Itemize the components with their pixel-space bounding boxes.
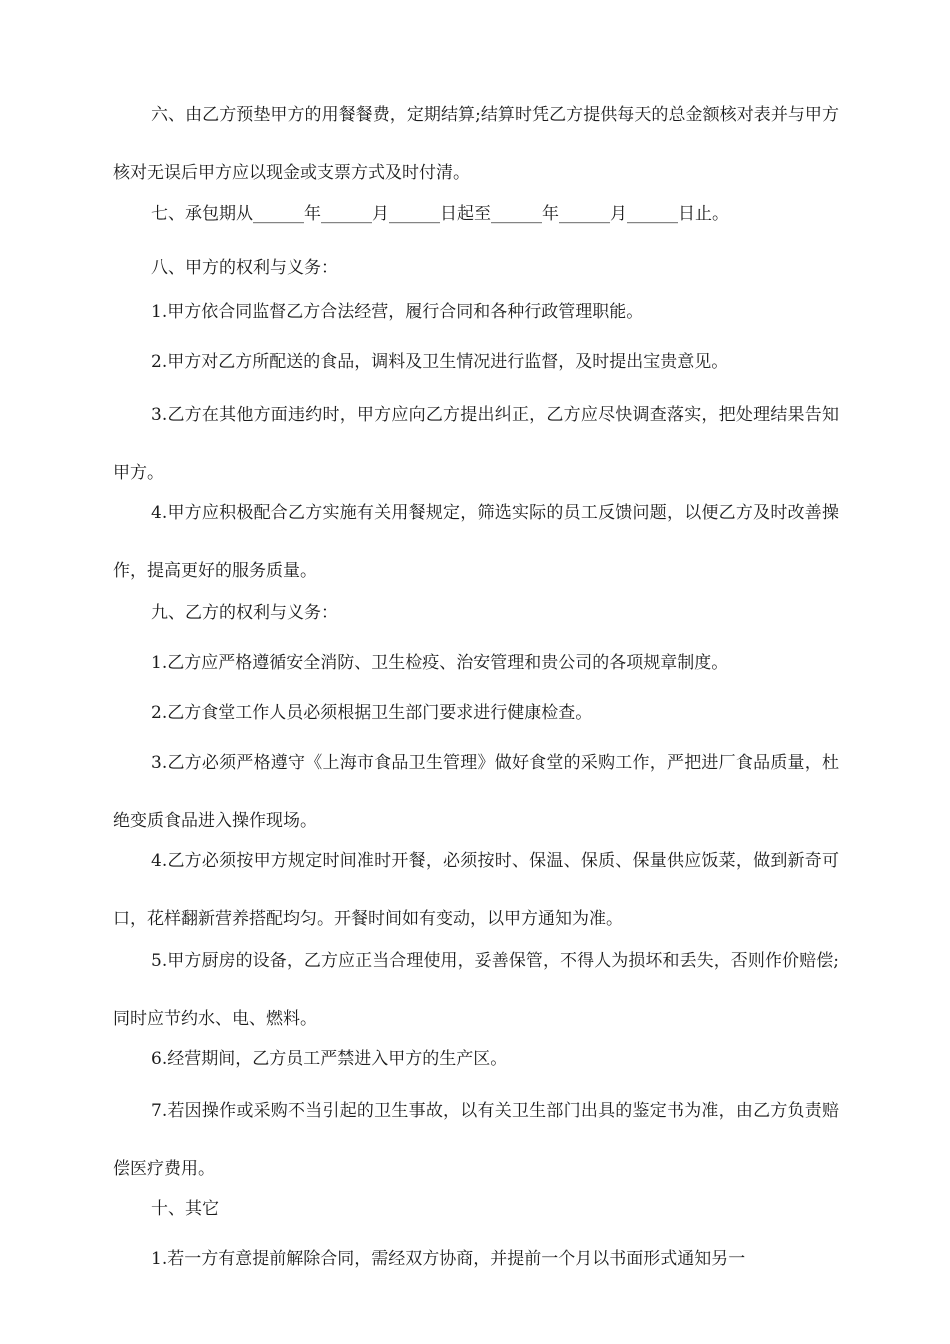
paragraph-8-3: 3.乙方在其他方面违约时，甲方应向乙方提出纠正，乙方应尽快调查落实，把处理结果告知甲方。 <box>113 405 839 483</box>
paragraph-9-3: 3.乙方必须严格遵守《上海市食品卫生管理》做好食堂的采购工作，严把进厂食品质量，杜绝变质食品进入操作现场。 <box>113 753 839 831</box>
paragraph-9-7: 7.若因操作或采购不当引起的卫生事故，以有关卫生部门出具的鉴定书为准，由乙方负责赔偿医疗费用。 <box>113 1101 839 1179</box>
paragraph-9-1: 1.乙方应严格遵循安全消防、卫生检疫、治安管理和贵公司的各项规章制度。 <box>151 653 729 673</box>
paragraph-section-6: 六、由乙方预垫甲方的用餐餐费，定期结算;结算时凭乙方提供每天的总金额核对表并与甲方核对无误后甲方应以现金或支票方式及时付清。 <box>113 105 839 183</box>
paragraph-9-6: 6.经营期间，乙方员工严禁进入甲方的生产区。 <box>151 1049 508 1069</box>
heading-section-10: 十、其它 <box>151 1199 219 1219</box>
heading-section-8: 八、甲方的权利与义务： <box>151 258 338 278</box>
heading-section-9: 九、乙方的权利与义务： <box>151 603 338 623</box>
paragraph-8-1: 1.甲方依合同监督乙方合法经营，履行合同和各种行政管理职能。 <box>151 302 644 322</box>
paragraph-10-1: 1.若一方有意提前解除合同，需经双方协商，并提前一个月以书面形式通知另一 <box>151 1249 746 1269</box>
paragraph-section-7: 七、承包期从______年______月______日起至______年______月______日止。 <box>151 204 729 224</box>
paragraph-9-5: 5.甲方厨房的设备，乙方应正当合理使用，妥善保管，不得人为损坏和丢失，否则作价赔偿;同时应节约水、电、燃料。 <box>113 951 839 1029</box>
paragraph-9-4: 4.乙方必须按甲方规定时间准时开餐，必须按时、保温、保质、保量供应饭菜，做到新奇可口，花样翻新营养搭配均匀。开餐时间如有变动，以甲方通知为准。 <box>113 851 839 929</box>
paragraph-9-2: 2.乙方食堂工作人员必须根据卫生部门要求进行健康检查。 <box>151 703 593 723</box>
paragraph-8-4: 4.甲方应积极配合乙方实施有关用餐规定，筛选实际的员工反馈问题，以便乙方及时改善操作，提高更好的服务质量。 <box>113 503 839 581</box>
paragraph-8-2: 2.甲方对乙方所配送的食品，调料及卫生情况进行监督，及时提出宝贵意见。 <box>151 352 729 372</box>
